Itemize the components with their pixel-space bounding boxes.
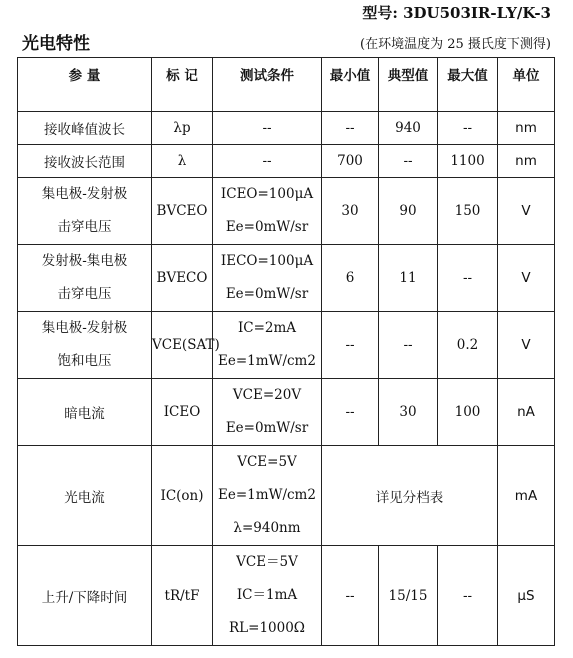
max-cell: 1100 <box>438 145 498 178</box>
condition-cell <box>213 379 322 446</box>
symbol-cell: ICEO <box>152 379 213 446</box>
condition-line: RL=1000Ω <box>229 620 305 636</box>
table-row <box>18 379 555 446</box>
unit-cell: nA <box>498 379 555 446</box>
typ-cell: -- <box>379 312 438 379</box>
header-unit: 单位 <box>498 58 555 112</box>
typ-cell: 940 <box>379 112 438 145</box>
condition-line: λ=940nm <box>233 520 301 536</box>
unit-cell: μS <box>498 546 555 646</box>
symbol-cell: IC(on) <box>152 446 213 546</box>
condition-cell <box>213 245 322 312</box>
condition-line: IECO=100μA <box>220 253 314 269</box>
min-cell: -- <box>322 312 379 379</box>
symbol-cell: tR/tF <box>152 546 213 646</box>
param-line: 饱和电压 <box>57 353 112 369</box>
max-cell: 0.2 <box>438 312 498 379</box>
condition-line: IC=2mA <box>237 320 297 336</box>
table-row <box>18 178 555 245</box>
max-cell: -- <box>438 546 498 646</box>
symbol-cell: λ <box>152 145 213 178</box>
condition-cell <box>213 178 322 245</box>
condition-line: Ee=1mW/cm2 <box>218 487 316 503</box>
min-cell: 700 <box>322 145 379 178</box>
param-line: 发射极-集电极 <box>41 253 128 269</box>
condition-line: Ee=0mW/sr <box>225 286 309 302</box>
param-cell: 光电流 <box>18 446 152 546</box>
condition-line: VCE=20V <box>232 387 302 403</box>
unit-cell: nm <box>498 145 555 178</box>
symbol-cell: BVECO <box>152 245 213 312</box>
param-cell: 接收峰值波长 <box>18 112 152 145</box>
header-typ: 典型值 <box>379 58 438 112</box>
param-cell <box>18 245 152 312</box>
symbol-cell: BVCEO <box>152 178 213 245</box>
condition-note: (在环境温度为 25 摄氏度下测得) <box>360 37 551 52</box>
min-cell: -- <box>322 379 379 446</box>
param-line: 击穿电压 <box>57 286 112 302</box>
condition-line: Ee=1mW/cm2 <box>218 353 316 369</box>
spec-table <box>17 57 555 646</box>
min-cell: 6 <box>322 245 379 312</box>
header-min: 最小值 <box>322 58 379 112</box>
unit-cell: V <box>498 178 555 245</box>
condition-line: IC＝1mA <box>236 587 298 603</box>
header-condition: 测试条件 <box>213 58 322 112</box>
condition-line: Ee=0mW/sr <box>225 420 309 436</box>
header-symbol: 标 记 <box>152 58 213 112</box>
table-row <box>18 245 555 312</box>
header-param: 参 量 <box>18 58 152 112</box>
condition-line: ICEO=100μA <box>220 186 314 202</box>
condition-cell <box>213 312 322 379</box>
unit-cell: mA <box>498 446 555 546</box>
max-cell: 150 <box>438 178 498 245</box>
param-line: 击穿电压 <box>57 219 112 235</box>
table-row <box>18 112 555 145</box>
section-title: 光电特性 <box>22 34 90 54</box>
typ-cell: 90 <box>379 178 438 245</box>
merged-value-cell: 详见分档表 <box>322 446 498 546</box>
condition-cell <box>213 446 322 546</box>
param-cell: 上升/下降时间 <box>18 546 152 646</box>
min-cell: -- <box>322 546 379 646</box>
typ-cell: 15/15 <box>379 546 438 646</box>
condition-cell <box>213 546 322 646</box>
param-line: 集电极-发射极 <box>41 186 128 202</box>
param-cell: 暗电流 <box>18 379 152 446</box>
table-header-row <box>18 58 555 112</box>
unit-cell: nm <box>498 112 555 145</box>
condition-cell: -- <box>213 112 322 145</box>
param-cell <box>18 178 152 245</box>
min-cell: 30 <box>322 178 379 245</box>
condition-line: VCE=5V <box>237 454 297 470</box>
param-cell: 接收波长范围 <box>18 145 152 178</box>
param-line: 集电极-发射极 <box>41 320 128 336</box>
condition-cell: -- <box>213 145 322 178</box>
table-row <box>18 312 555 379</box>
condition-line: VCE＝5V <box>236 554 298 570</box>
unit-cell: V <box>498 245 555 312</box>
max-cell: -- <box>438 112 498 145</box>
condition-line: Ee=0mW/sr <box>225 219 309 235</box>
min-cell: -- <box>322 112 379 145</box>
typ-cell: -- <box>379 145 438 178</box>
max-cell: 100 <box>438 379 498 446</box>
unit-cell: V <box>498 312 555 379</box>
symbol-cell: λp <box>152 112 213 145</box>
table-row <box>18 446 555 546</box>
typ-cell: 11 <box>379 245 438 312</box>
typ-cell: 30 <box>379 379 438 446</box>
header-max: 最大值 <box>438 58 498 112</box>
symbol-cell: VCE(SAT) <box>152 312 213 379</box>
table-row <box>18 145 555 178</box>
model-number: 型号: 3DU503IR-LY/K-3 <box>362 4 551 22</box>
max-cell: -- <box>438 245 498 312</box>
param-cell <box>18 312 152 379</box>
table-row <box>18 546 555 646</box>
